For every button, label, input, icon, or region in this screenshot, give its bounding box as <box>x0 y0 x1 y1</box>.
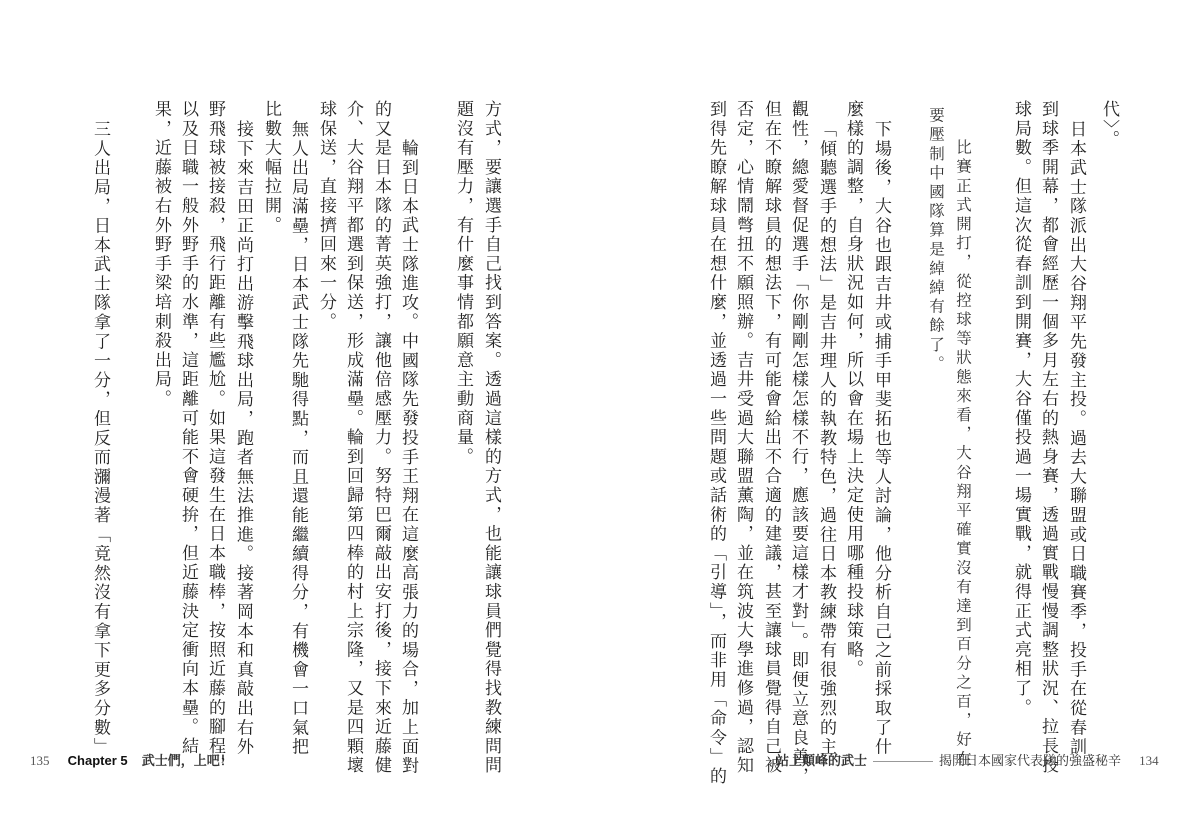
divider-line <box>873 761 933 762</box>
text-column: 方式，要讓選手自己找到答案。透過這樣的方式，也能讓球員們覺得找教練問問 <box>481 100 501 776</box>
text-column: 果，近藤被右外野手梁培刺殺出局。 <box>151 100 171 409</box>
text-column: 「傾聽選手的想法」是吉井理人的執教特色，過往日本教練帶有很強烈的主 <box>816 120 836 757</box>
text-column: 代〉。 <box>1099 100 1119 150</box>
page-number: 134 <box>1139 753 1159 768</box>
book-title: 站上顛峰的武士 <box>776 754 868 769</box>
text-column: 輪到日本武士隊進攻。中國隊先發投手王翔在這麼高張力的場合，加上面對 <box>398 139 418 776</box>
text-column: 球保送，直接擠回來一分。 <box>316 100 336 332</box>
text-column: 無人出局滿壘，日本武士隊先馳得點，而且還能繼續得分，有機會一口氣把 <box>288 120 308 757</box>
text-column: 介、大谷翔平都選到保送，形成滿壘。輪到回歸第四棒的村上宗隆，又是四顆壞 <box>343 100 363 776</box>
chapter-title: 武士們，上吧！ <box>141 754 233 769</box>
text-column: 球局數。但這次從春訓到開賽，大谷僅投過一場實戰，就得正式亮相了。 <box>1011 100 1031 718</box>
quote-column: 要壓制中國隊算是綽綽有餘了。 <box>927 107 945 375</box>
quote-column: 比賽正式開打，從控球等狀態來看，大谷翔平確實沒有達到百分之百，好在 <box>954 139 972 770</box>
text-column: 三人出局，日本武士隊拿了一分，但反而瀰漫著「竟然沒有拿下更多分數」 <box>90 120 110 757</box>
text-column: 接下來吉田正尚打出游擊飛球出局，跑者無法推進。接著岡本和真敲出右外 <box>233 120 253 757</box>
chapter-label: Chapter 5 <box>67 753 128 768</box>
text-column: 日本武士隊派出大谷翔平先發主投。過去大聯盟或日職賽季，投手在從春訓 <box>1066 120 1086 757</box>
text-column: 下場後，大谷也跟吉井或捕手甲斐拓也等人討論，他分析自己之前採取了什 <box>871 120 891 757</box>
right-page <box>600 0 1200 815</box>
text-column: 否定，心情鬧彆扭不願照辦。吉井受過大聯盟薰陶，並在筑波大學進修過，認知 <box>733 100 753 776</box>
text-column: 觀性，總愛督促選手「你剛剛怎樣怎樣不行，應該要這樣才對」。即便立意良善， <box>788 100 808 787</box>
book-subtitle: 揭開日本國家代表隊的強盛秘辛 <box>939 754 1122 769</box>
text-column: 到球季開幕，都會經歷一個多月左右的熱身賽，透過實戰慢慢調整狀況、拉長投 <box>1038 100 1058 776</box>
text-column: 的又是日本隊的菁英強打，讓他倍感壓力。努特巴爾敲出安打後，接下來近藤健 <box>371 100 391 776</box>
text-column: 題沒有壓力，有什麼事情都願意主動商量。 <box>453 100 473 467</box>
text-column: 野飛球被接殺，飛行距離有些尷尬。如果這發生在日本職棒，按照近藤的腳程， <box>205 100 225 776</box>
page-footer <box>776 750 1159 769</box>
page-number: 135 <box>30 753 50 768</box>
page-footer <box>30 750 233 769</box>
text-column: 到得先瞭解球員在想什麼，並透過一些問題或話術的「引導」，而非用「命令」的 <box>706 100 726 787</box>
text-column: 比數大幅拉開。 <box>261 100 281 236</box>
text-column: 麼樣的調整，自身狀況如何，所以會在場上決定使用哪種投球策略。 <box>843 100 863 679</box>
text-column: 但在不瞭解球員的想法下，有可能會給出不合適的建議，甚至讓球員覺得自己被 <box>761 100 781 776</box>
text-column: 以及日職一般外野手的水準，這距離可能不會硬拚，但近藤決定衝向本壘。結 <box>178 100 198 757</box>
